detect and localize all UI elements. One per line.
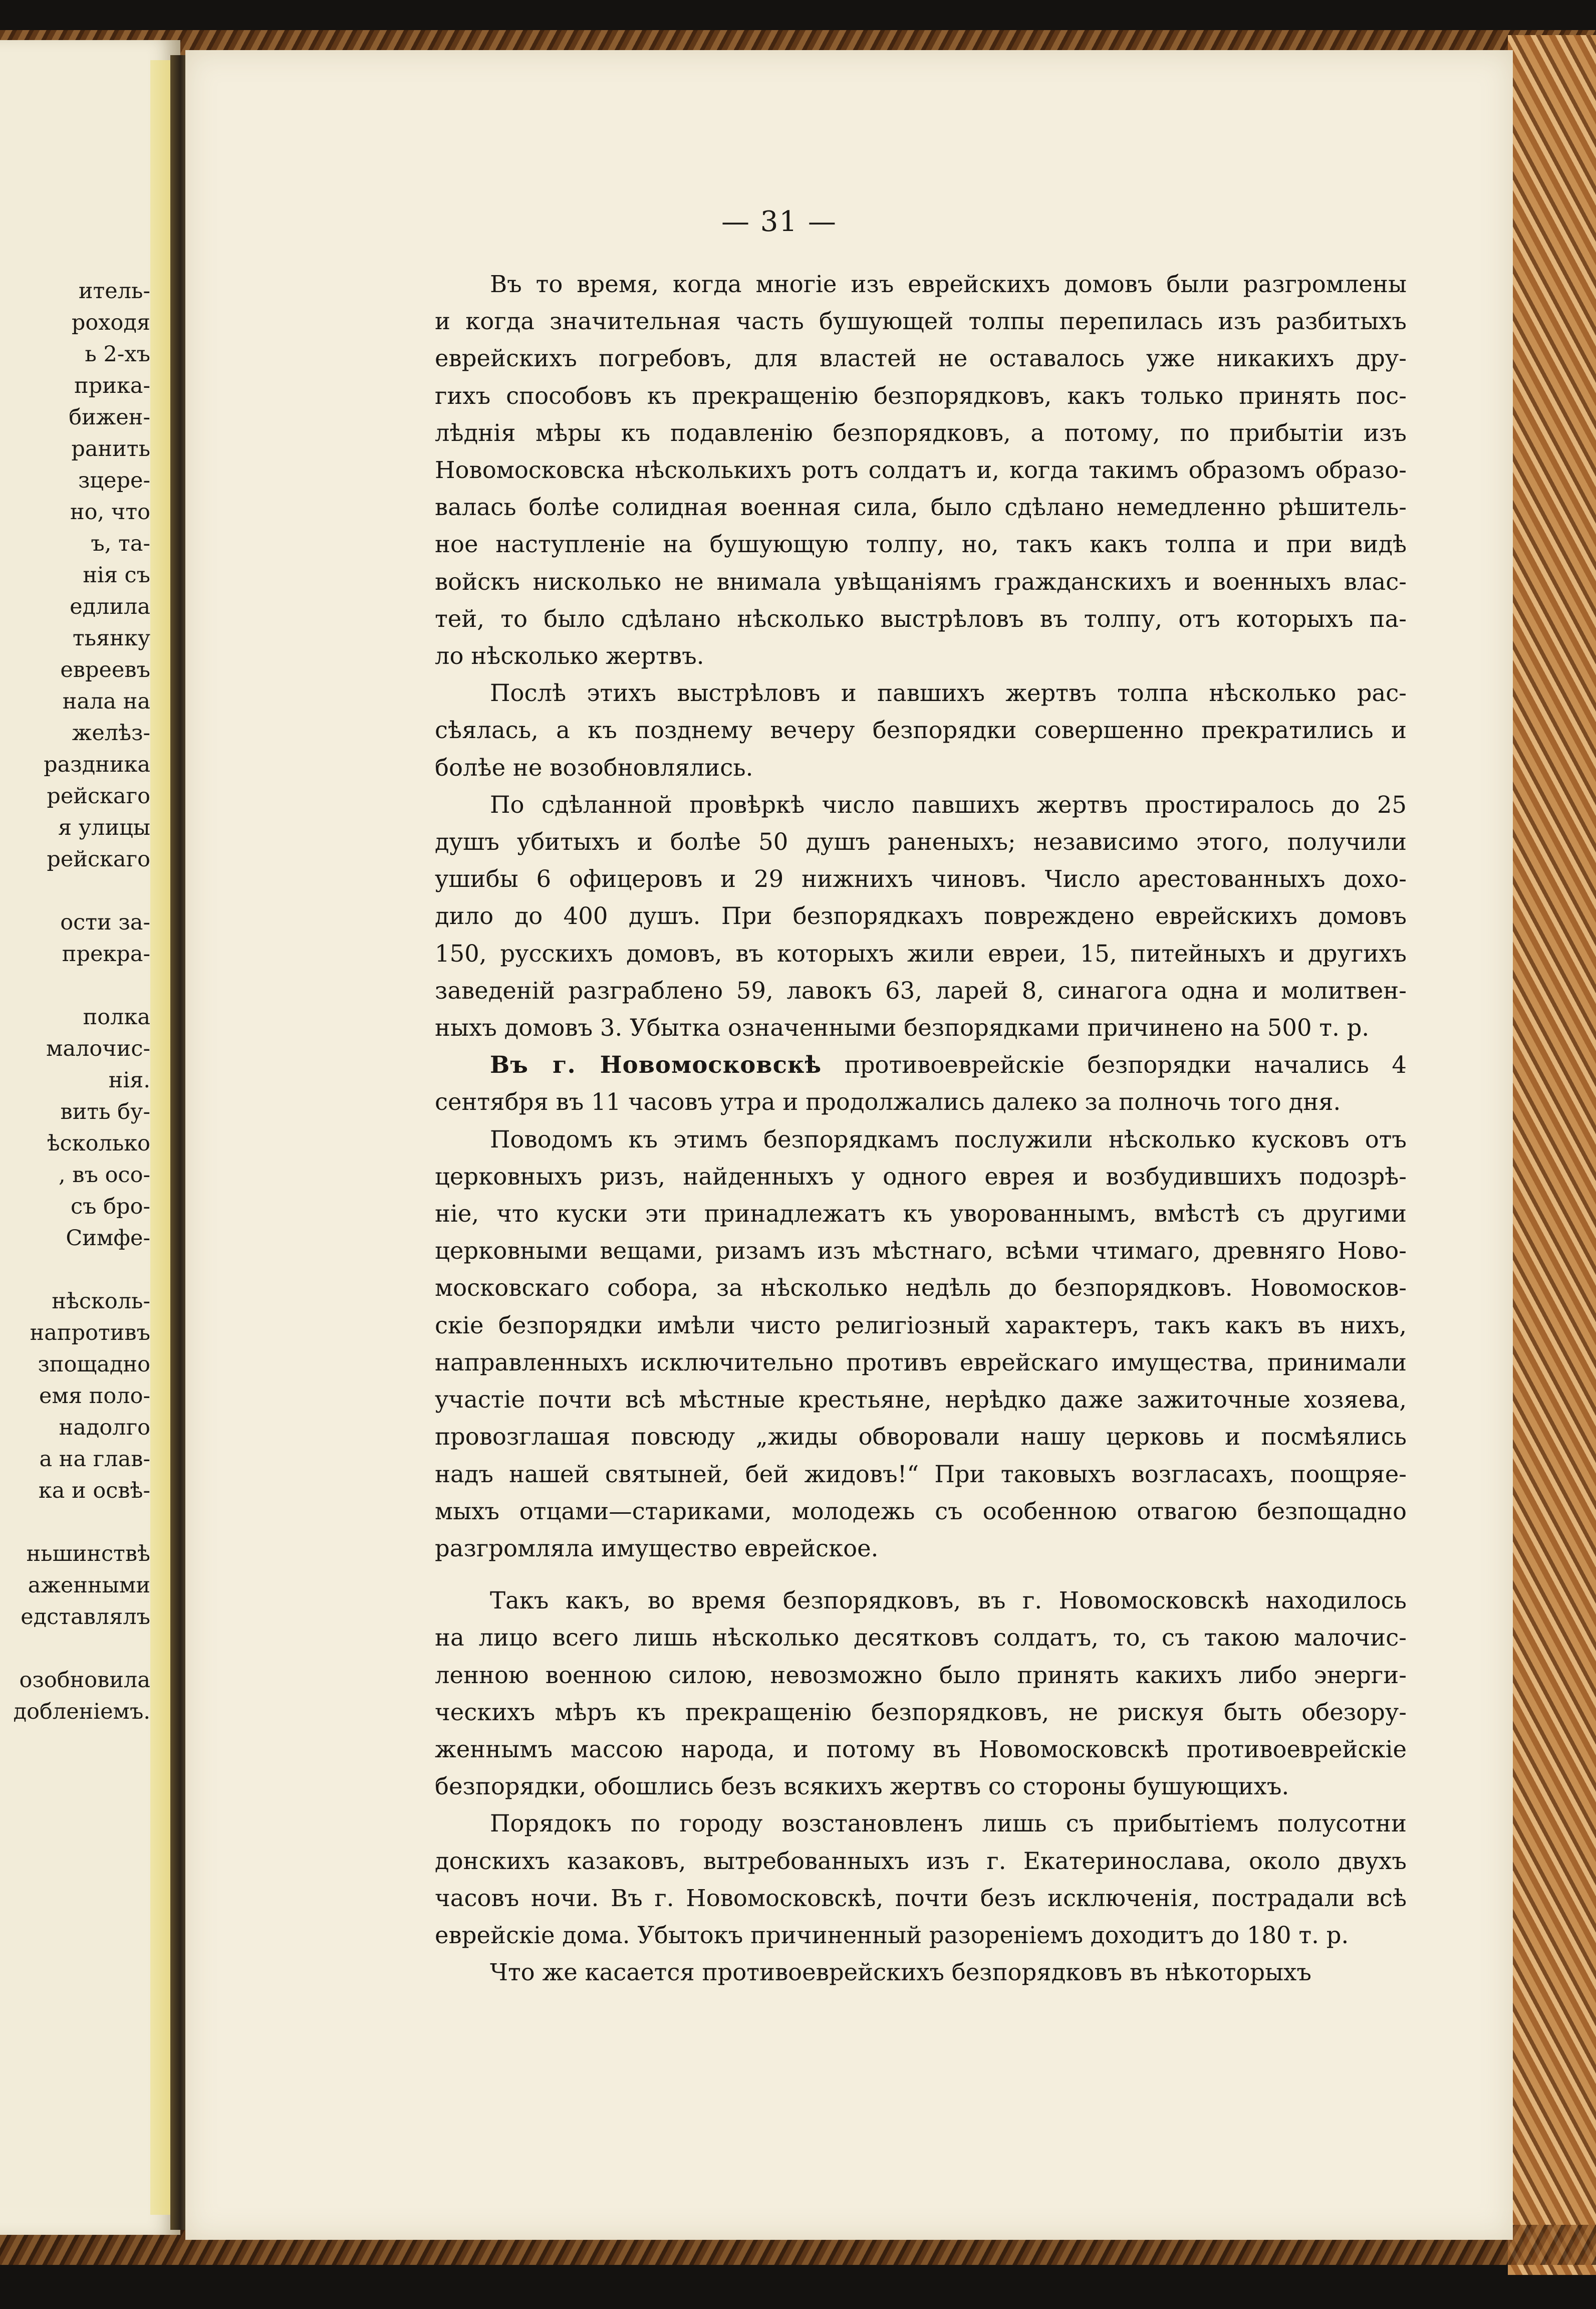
previous-page-line: озобновила	[19, 1668, 150, 1693]
text-line	[435, 1046, 1407, 1083]
text-line: ныхъ домовъ 3. Убытка означенными безпорядками причинено на 500 т. р.	[435, 1014, 1370, 1042]
previous-page-line: нала на	[62, 689, 150, 714]
page-body-text	[435, 266, 1407, 1991]
previous-page-line: рейскаго	[47, 784, 150, 809]
text-line: участіе почти всѣ мѣстные крестьяне, нерѣдко даже зажиточные хозяева,	[435, 1386, 1407, 1414]
previous-page-line: рейскаго	[47, 847, 150, 872]
text-line: Новомосковска нѣсколькихъ ротъ солдатъ и, когда такимъ образомъ образо-	[435, 456, 1407, 484]
previous-page-line: аженными	[28, 1573, 150, 1598]
previous-page-line: роходя	[71, 310, 150, 335]
previous-page-line: емя поло-	[39, 1383, 150, 1409]
text-line: безпорядки, обошлись безъ всякихъ жертвъ со стороны бушующихъ.	[435, 1773, 1289, 1800]
text-line: сѣялась, а къ позднему вечеру безпорядки совершенно прекратились и	[435, 717, 1407, 744]
text-line: часовъ ночи. Въ г. Новомосковскѣ, почти безъ исключенія, пострадали всѣ	[435, 1884, 1407, 1912]
text-line: ніе, что куски эти принадлежатъ къ уворованнымъ, вмѣстѣ съ другими	[435, 1200, 1407, 1228]
page-number: — 31 —	[721, 205, 837, 238]
text-line: направленныхъ исключительно противъ еврейскаго имущества, принимали	[435, 1348, 1407, 1376]
previous-page-line: ка и освѣ-	[38, 1478, 150, 1503]
previous-page-line: нѣсколь-	[52, 1289, 150, 1314]
text-line: ленною военною силою, невозможно было принять какихъ либо энерги-	[435, 1661, 1407, 1689]
previous-page-line: вить бу-	[60, 1099, 150, 1124]
previous-page-line: Симфе-	[66, 1226, 150, 1251]
previous-page-line: надолго	[59, 1415, 150, 1440]
previous-page-line: ъ, та-	[91, 531, 150, 556]
previous-page-line: нія.	[108, 1068, 150, 1093]
previous-page-line: едлила	[70, 594, 150, 619]
paragraph	[435, 1805, 1407, 1954]
paragraph	[435, 786, 1407, 1046]
previous-page-line: ранить	[71, 436, 150, 461]
previous-page-line	[0, 1254, 150, 1286]
text-line: и когда значительная часть бушующей толпы перепилась изъ разбитыхъ	[435, 308, 1407, 335]
text-line: церковными вещами, ризамъ изъ мѣстнаго, всѣми чтимаго, древняго Ново-	[435, 1237, 1407, 1265]
text-line: надъ нашей святыней, бей жидовъ!“ При таковыхъ возгласахъ, поощряе-	[435, 1460, 1407, 1488]
text-line: ло нѣсколько жертвъ.	[435, 642, 704, 670]
previous-page-line: ѣсколько	[47, 1131, 150, 1156]
text-line: церковныхъ ризъ, найденныхъ у одного еврея и возбудившихъ подозрѣ-	[435, 1163, 1407, 1190]
previous-page-line: , въ осо-	[59, 1163, 150, 1188]
book-cover-marbled-edge	[1508, 35, 1596, 2275]
previous-page-line: евреевъ	[60, 657, 150, 682]
text-line: душъ убитыхъ и болѣе 50 душъ раненыхъ; независимо этого, получили	[435, 828, 1407, 856]
bold-place-heading: Въ г. Новомосковскѣ	[490, 1051, 822, 1079]
previous-page-line: а на глав-	[39, 1447, 150, 1472]
previous-page-line: зпощадно	[38, 1352, 150, 1377]
previous-page-line: ости за-	[60, 910, 150, 935]
previous-page-line: полка	[83, 1005, 150, 1030]
previous-page-line: прекра-	[62, 942, 150, 967]
text-line: дило до 400 душъ. При безпорядкахъ повреждено еврейскихъ домовъ	[435, 902, 1407, 930]
text-line: скіе безпорядки имѣли чисто религіозный характеръ, такъ какъ въ нихъ,	[435, 1311, 1407, 1339]
previous-page-line: ь 2-хъ	[85, 342, 150, 367]
previous-page-line: нія съ	[83, 563, 150, 588]
previous-page-line: раздника	[44, 752, 150, 777]
previous-page-line: добленіемъ.	[13, 1699, 150, 1724]
text-line: тей, то было сдѣлано нѣсколько выстрѣловъ въ толпу, отъ которыхъ па-	[435, 605, 1407, 632]
previous-page-line: малочис-	[46, 1036, 150, 1061]
previous-page-line: итель-	[78, 279, 150, 304]
paragraph	[435, 674, 1407, 786]
paragraph	[435, 1046, 1407, 1120]
text-line: Поводомъ къ этимъ безпорядкамъ послужили нѣсколько кусковъ отъ	[490, 1125, 1407, 1153]
previous-page-line: прика-	[74, 373, 150, 398]
previous-page-line	[0, 970, 150, 1002]
paragraph	[435, 266, 1407, 674]
previous-page-line: бижен-	[69, 405, 150, 430]
text-line: женнымъ массою народа, и потому въ Новомосковскѣ противоеврейскіе	[435, 1735, 1407, 1763]
paragraph	[435, 1954, 1407, 1991]
previous-page-line: желѣз-	[72, 721, 150, 746]
previous-page-line: едставлялъ	[21, 1604, 150, 1630]
text-line: лѣднія мѣры къ подавленію безпорядковъ, а потому, по прибытіи изъ	[435, 419, 1407, 446]
text-line: ушибы 6 офицеровъ и 29 нижнихъ чиновъ. Число арестованныхъ дохо-	[435, 865, 1407, 893]
text-line: Что же касается противоеврейскихъ безпорядковъ въ нѣкоторыхъ	[490, 1959, 1311, 1986]
text-line: провозглашая повсюду „жиды обворовали нашу церковь и посмѣялись	[435, 1423, 1407, 1451]
text-line: Послѣ этихъ выстрѣловъ и павшихъ жертвъ толпа нѣсколько рас-	[490, 679, 1407, 707]
text-line: на лицо всего лишь нѣсколько десятковъ солдатъ, то, съ такою малочис-	[435, 1624, 1407, 1652]
text-line: ное наступленіе на бушующую толпу, но, такъ какъ толпа и при видѣ	[435, 531, 1407, 558]
paragraph	[435, 1121, 1407, 1567]
previous-page-line: но, что	[70, 500, 150, 525]
text-line: мыхъ отцами—стариками, молодежь съ особенною отвагою безпощадно	[435, 1497, 1407, 1525]
previous-page-line: тьянку	[72, 626, 150, 651]
text-line: ческихъ мѣръ къ прекращенію безпорядковъ, не рискуя быть обезору-	[435, 1698, 1407, 1726]
text-line: сентября въ 11 часовъ утра и продолжались далеко за полночь того дня.	[435, 1088, 1341, 1116]
previous-page-line: я улицы	[58, 815, 150, 840]
previous-page-line: зцере-	[78, 468, 150, 493]
text-line: московскаго собора, за нѣсколько недѣль до безпорядковъ. Новомосков-	[435, 1274, 1407, 1302]
text-line: Въ то время, когда многіе изъ еврейскихъ домовъ были разгромлены	[490, 271, 1407, 298]
text-line: разгромляла имущество еврейское.	[435, 1534, 879, 1562]
text-line: По сдѣланной провѣркѣ число павшихъ жертвъ простиралось до 25	[490, 791, 1407, 818]
text-line: болѣе не возобновлялись.	[435, 754, 753, 781]
text-line: еврейскіе дома. Убытокъ причиненный разореніемъ доходитъ до 180 т. р.	[435, 1921, 1349, 1949]
text-line: донскихъ казаковъ, вытребованныхъ изъ г. Екатеринослава, около двухъ	[435, 1847, 1407, 1875]
previous-page-line: ньшинствѣ	[26, 1541, 150, 1566]
text-line: Порядокъ по городу возстановленъ лишь съ прибытіемъ полусотни	[490, 1810, 1407, 1837]
previous-page-line	[0, 875, 150, 907]
text-line: войскъ нисколько не внимала увѣщаніямъ гражданскихъ и военныхъ влас-	[435, 568, 1407, 595]
text-line: Такъ какъ, во время безпорядковъ, въ г. Новомосковскѣ находилось	[490, 1587, 1407, 1614]
paragraph	[435, 1582, 1407, 1805]
previous-page-line	[0, 1633, 150, 1665]
previous-page-text-fragments	[0, 276, 150, 1728]
text-line: 150, русскихъ домовъ, въ которыхъ жили евреи, 15, питейныхъ и другихъ	[435, 940, 1407, 967]
previous-page-line	[0, 1507, 150, 1538]
text-line: гихъ способовъ къ прекращенію безпорядковъ, какъ только принять пос-	[435, 382, 1407, 409]
text-line-rest: противоеврейскіе безпорядки начались 4	[822, 1051, 1407, 1079]
previous-page-line: напротивъ	[30, 1320, 150, 1345]
text-line: еврейскихъ погребовъ, для властей не оставалось уже никакихъ дру-	[435, 345, 1407, 372]
text-line: валась болѣе солидная военная сила, было сдѣлано немедленно рѣшитель-	[435, 494, 1407, 521]
text-line: заведеній разграблено 59, лавокъ 63, ларей 8, синагога одна и молитвен-	[435, 977, 1407, 1004]
previous-page-line: съ бро-	[71, 1194, 150, 1219]
